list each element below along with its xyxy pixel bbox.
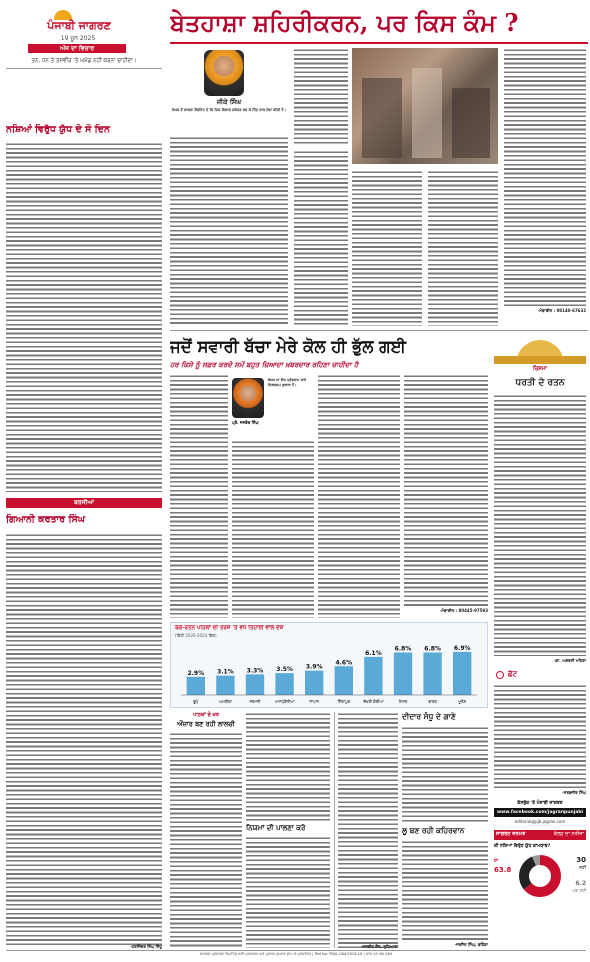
poll-no-label: ਨਹੀਂ (579, 866, 586, 871)
poll-question: ਕੀ ਨਸ਼ਿਆਂ ਵਿਰੁੱਧ ਯੁੱਧ ਕਾਮਯਾਬ? (494, 844, 551, 849)
kavita-signature: -ਡਾ. ਅਸ਼ਵਨੀ ਮਹਿਤਾ (553, 658, 586, 663)
chart-category-label: ਅਮਰੀਕਾ (218, 699, 232, 704)
main-article-col1 (170, 136, 288, 326)
letters2-title: ਨਿਯਮਾਂ ਦੀ ਪਾਲਣਾ ਕਰੋ (246, 824, 306, 832)
chart-bar (305, 671, 323, 695)
chart-value-label: 3.3% (246, 667, 264, 675)
footer-imprint: ਜਾਗਰਣ ਪ੍ਰਕਾਸ਼ਨ ਲਿਮਟਿਡ ਲਈ ਪ੍ਰਕਾਸ਼ਕ ਅਤੇ ਮੁਦਰਕ ਦੁਆਰਾ ਛਾਪ ਕੇ ਪ੍ਰਕਾਸ਼ਿਤ | RNI No. PBJ/L-064/2016-18 | ਸਾਲ 14 ਅੰਕ 264 (199, 952, 393, 956)
editorial-email[interactable]: editorial@pjb.jagran.com (514, 819, 566, 824)
letters-kicker: ਪਾਠਕਾਂ ਦੇ ਖ਼ਤ (193, 712, 219, 718)
second-article-col3 (318, 374, 400, 618)
chart-bar (364, 657, 382, 695)
main-article-col3 (352, 170, 422, 326)
chart-value-label: 6.8% (394, 645, 412, 653)
author-photo (204, 50, 244, 96)
chart-value-label: 6.9% (453, 644, 471, 652)
letters2-body (246, 836, 330, 948)
letters2-body-top (246, 712, 330, 822)
letters3-title2: ਲੂ ਬਣ ਰਹੀ ਕਹਿਰਵਾਨ (402, 826, 465, 835)
chhat-body (494, 684, 586, 788)
chart-bar (453, 652, 471, 695)
chart-value-label: 4.6% (335, 659, 353, 667)
obituary-signature: -ਹਰਜਿੰਦਰ ਸਿੰਘ ਸਿੱਧੂ (130, 944, 162, 949)
chart-category-label: ਸਿੰਗਾਪੁਰ (337, 699, 350, 704)
chart-subtitle: (ਵਿੱਤੀ 2020-2024 ਵਿੱਚ) (175, 633, 217, 638)
letters-col-mid (338, 712, 398, 948)
chart-category-label: ਭਾਰਤ (428, 699, 437, 704)
author2-box (232, 374, 314, 438)
author2-signature: -ਮੋਬਾਈਲ : 80445-97593 (439, 608, 488, 613)
main-article-signature: -ਮੋਬਾਈਲ : 98140-67632 (537, 308, 586, 313)
divider (170, 330, 588, 331)
chart-value-label: 3.9% (305, 663, 323, 671)
chart-value-label: 2.9% (187, 669, 205, 677)
letters3-title: ਦੀਦਾਰ ਸੰਧੂ ਦੇ ਗਾਣੇ (402, 712, 456, 721)
chart-bar (423, 653, 441, 696)
chart-bar (187, 677, 205, 695)
kavita-title: ਧਰਤੀ ਦੇ ਰਤਨ (515, 378, 565, 388)
obituary-section: ਬਰਸੀਆਂ (74, 499, 94, 506)
letters3-body (402, 726, 488, 822)
editorial-body (6, 142, 162, 492)
poll-other-value: 6.2 (575, 880, 586, 887)
chhat-tag-box (494, 668, 586, 682)
chart-bar (394, 653, 412, 696)
letters1-body (170, 732, 242, 948)
obituary-body (6, 533, 162, 945)
headline-rule (170, 42, 588, 44)
chart-category-label: ਜਰਮਨੀ (249, 699, 261, 704)
poll-other-label: ਪਤਾ ਨਹੀਂ (572, 888, 586, 893)
chart-category-label: ਜਾਪਾਨ (309, 699, 319, 704)
author2-bio: ਲੇਖਕ ਦਾ ਇਹ ਪ੍ਰੋਗਰਾਮ ਬਾਰੇ ਦਿਲਚਸਪ ਖੁਲਾਸਾ ਹੈ। (268, 378, 307, 387)
main-article-col4 (428, 170, 498, 326)
chart-bar (335, 666, 353, 695)
masthead-date: 19 ਜੂਨ 2025 (60, 35, 96, 42)
quill-icon (496, 671, 504, 679)
poll-brand: ਜਾਗਰਣ ਜਨਮਤ (496, 831, 526, 837)
chart-category-label: ਆਸਟ੍ਰੇਲੀਆ (274, 699, 295, 704)
obituary-title: ਗਿਆਨੀ ਕਰਤਾਰ ਸਿੰਘ (6, 514, 85, 525)
letters1-title: ਔਜ਼ਾਰ ਬਣ ਰਹੀ ਲਾਲਚੀ (177, 720, 235, 728)
author-bio: ਲੇਖਕ ਤੋਂ ਸਾਬਕਾ ਕੈਬਨਿਟ ਦੇ ਕਿ ਦਿਕ ਵਿਭਾਗ ਸਕੱਤਰ ਬਣ ਕੇ ਹਿੰਦ ਨਾਲ ਸੇਵਾ ਕੀਤੀ ਹੈ। (172, 108, 286, 112)
chart-value-label: 6.8% (424, 645, 441, 653)
letters2-signature: -ਜਸਵੀਰ ਕੌਰ, ਲੁਧਿਆਣਾ (360, 944, 398, 949)
second-article-col4 (404, 374, 488, 606)
chart-title: ਰੰਗ-ਰਤਨ ਪਹਿਲਾਂ ਦੀ ਤਰਜ਼ 'ਤੇ ਵਧ ਤਿਹਾਈ ਵਾਲੇ ਦੇਸ਼ (175, 625, 284, 631)
divider (334, 712, 335, 948)
divider (6, 950, 586, 951)
letters3-signature: -ਜਰਨੈਲ ਸਿੰਘ, ਬਠਿੰਡਾ (454, 942, 488, 947)
second-article-col1 (170, 374, 228, 618)
poll-yes-label: ਹਾਂ (494, 859, 499, 864)
street-photo (352, 48, 498, 164)
kavita-body (494, 394, 586, 656)
poll-yes-value: 63.8 (494, 866, 512, 874)
poll-title: ਕੱਲ੍ਹ ਦਾ ਨਤੀਜਾ (553, 831, 584, 837)
chart-value-label: 6.1% (365, 649, 382, 657)
daily-quote: ਤਨ, ਧਨ ਤੇ ਤਸਵੀਰ 'ਤੇ ਘਮੰਡ ਨਹੀਂ ਕਰਨਾ ਚਾਹੀਦਾ। (31, 58, 137, 64)
chart-category-label: ਮੂਲੇਸ਼ (458, 699, 466, 704)
chart-bar (275, 673, 293, 695)
chart-panel (170, 622, 488, 708)
chart-category-label: ਦੱਖਣੀ ਕੋਰੀਆ (363, 699, 384, 704)
author-name: ਜੀਕੇ ਸਿੰਘ (216, 98, 242, 106)
second-article-col2 (232, 440, 314, 618)
author2-photo (232, 378, 264, 418)
poll-no-value: 30 (576, 856, 586, 864)
chart-bar (246, 674, 264, 695)
second-headline: ਜਦੋਂ ਸਵਾਰੀ ਬੱਚਾ ਮੇਰੇ ਕੋਲ ਹੀ ਭੁੱਲ ਗਈ (170, 337, 406, 356)
kavita-tag: ਰਿਸ਼ਮਾ (532, 366, 548, 372)
editorial-title: ਨਸ਼ਿਆਂ ਵਿਰੁੱਧ ਯੁੱਧ ਦੇ ਸੌ ਦਿਨ (6, 124, 110, 135)
chart-category-label: ਮਿਸਰ (398, 699, 408, 704)
chart-bar (216, 676, 234, 695)
sun-logo-icon (54, 6, 72, 20)
main-article-col5 (504, 48, 586, 306)
chart-svg (171, 623, 487, 707)
chart-value-label: 3.1% (217, 668, 234, 676)
main-article-col2-top (294, 48, 348, 146)
chhat-tag: ਛੱਟ (508, 670, 518, 678)
main-headline: ਬੇਤਹਾਸ਼ਾ ਸ਼ਹਿਰੀਕਰਨ, ਪਰ ਕਿਸ ਕੰਮ ? (170, 8, 519, 37)
divider (6, 68, 162, 69)
main-article-col2 (294, 150, 348, 326)
masthead (6, 6, 158, 58)
masthead-logo: ਪੰਜਾਬੀ ਜਾਗਰਣ (47, 19, 111, 32)
second-subhead: ਹਰ ਕਿਸੇ ਨੂੰ ਸਫ਼ਰ ਕਰਦੇ ਸਮੇਂ ਬਹੁਤ ਜ਼ਿਆਦਾ ਖ਼ਬਰਦਾਰ ਰਹਿਣਾ ਚਾਹੀਦਾ ਹੈ (170, 361, 359, 369)
letters3-body2 (402, 840, 488, 940)
dome-illustration (494, 336, 586, 364)
chart-value-label: 3.5% (276, 666, 293, 674)
author2-name: ਪ੍ਰੋ. ਜਸਵੰਤ ਸਿੰਘ (232, 420, 259, 425)
author-box (170, 50, 288, 132)
facebook-url[interactable]: www.facebook.com/jagranpunjabi (494, 808, 586, 817)
facebook-label: ਫੇਸਬੁੱਕ 'ਤੇ ਪੰਜਾਬੀ ਜਾਗਰਣ (517, 801, 563, 806)
chhat-signature: -ਸਰਬਜੀਤ ਸਿੰਘ (562, 790, 586, 795)
chart-category-label: ਚੂਪੇ (193, 699, 199, 704)
section-tag: ਅੱਜ ਦਾ ਵਿਚਾਰ (28, 44, 126, 53)
